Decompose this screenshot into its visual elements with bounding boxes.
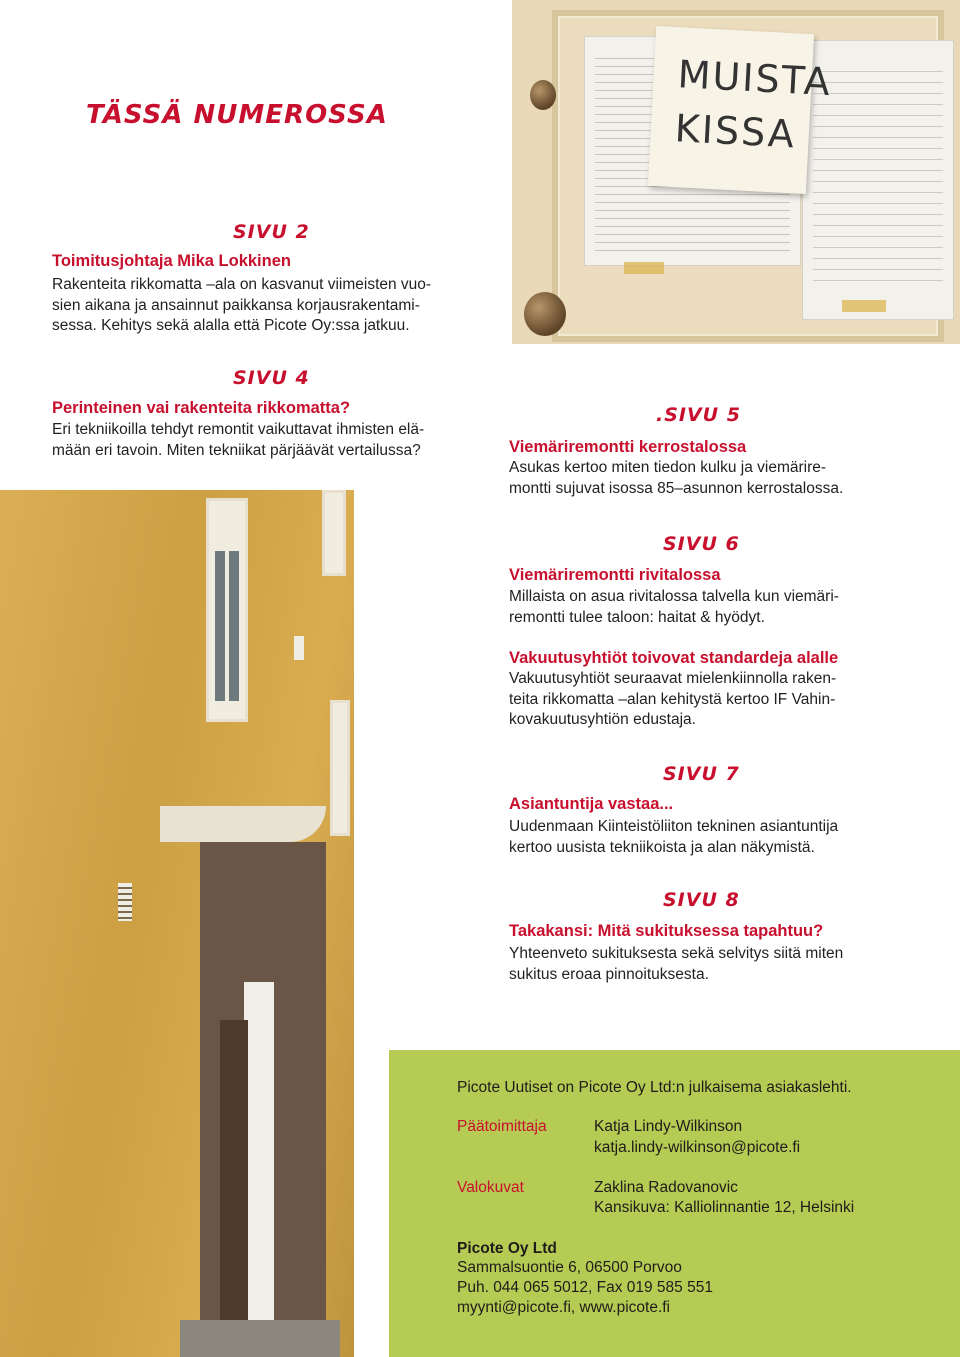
body-line: sien aikana ja ansainnut paikkansa korjausrakentami- — [52, 296, 420, 314]
body-line: teita rikkomatta –alan kehitystä kertoo IF Vahin- — [509, 690, 836, 708]
tape — [842, 300, 886, 312]
sivu-6-title: Viemäriremontti rivitalossa — [509, 566, 721, 584]
entrance-door — [220, 1020, 248, 1357]
body-line: Asukas kertoo miten tiedon kulku ja viemärire- — [509, 459, 827, 476]
page-title: TÄSSÄ NUMEROSSA — [86, 100, 388, 130]
door-knob-icon — [524, 292, 566, 336]
body-line: mään eri tavoin. Miten tekniikat pärjäävät vertailussa? — [52, 441, 421, 459]
sivu-5-title: Viemäriremontti kerrostalossa — [509, 438, 747, 456]
body-line: kertoo uusista tekniikoista ja alan näkymistä. — [509, 838, 815, 856]
sivu-8-heading: SIVU 8 — [663, 889, 740, 911]
sivu-5-heading: .SIVU 5 — [656, 404, 741, 426]
paper-lines — [813, 61, 943, 289]
sivu-8-title: Takakansi: Mitä sukituksessa tapahtuu? — [509, 922, 824, 940]
body-line: Rakenteita rikkomatta –ala on kasvanut viimeisten vuo- — [52, 276, 432, 293]
door-key-icon — [530, 80, 556, 110]
body-line: Eri tekniikoilla tehdyt remontit vaikuttavat ihmisten elä- — [52, 421, 425, 438]
window — [206, 498, 248, 722]
sivu-4-body — [52, 420, 482, 461]
sivu-4-heading: SIVU 4 — [233, 367, 310, 389]
photos-cover: Kansikuva: Kalliolinnantie 12, Helsinki — [594, 1199, 855, 1216]
muista-kissa-note — [648, 26, 833, 194]
sivu-2-title: Toimitusjohtaja Mika Lokkinen — [52, 252, 291, 270]
sivu-8-body — [509, 944, 889, 985]
note-line-2: KISSA — [673, 106, 798, 157]
sivu-7-heading: SIVU 7 — [663, 763, 740, 785]
sivu-6-title-2: Vakuutusyhtiöt toivovat standardeja alalle — [509, 649, 839, 667]
editor-label: Päätoimittaja — [457, 1118, 547, 1135]
sivu-7-body — [509, 817, 889, 858]
wall-vent — [294, 636, 304, 660]
company-phone: Puh. 044 065 5012, Fax 019 585 551 — [457, 1279, 713, 1296]
sivu-6-body — [509, 587, 889, 628]
sivu-7-title: Asiantuntija vastaa... — [509, 795, 674, 813]
note-line-1: MUISTA — [676, 52, 833, 105]
photos-name: Zaklina Radovanovic — [594, 1179, 738, 1196]
body-line: Millaista on asua rivitalossa talvella kun viemäri- — [509, 588, 839, 605]
company-contact[interactable]: myynti@picote.fi, www.picote.fi — [457, 1299, 670, 1316]
editor-email[interactable]: katja.lindy-wilkinson@picote.fi — [594, 1139, 801, 1156]
body-line: Uudenmaan Kiinteistöliiton tekninen asiantuntija — [509, 818, 839, 835]
window-pane — [229, 551, 239, 701]
window-pane — [215, 551, 225, 701]
sivu-2-body — [52, 275, 482, 337]
body-line: sessa. Kehitys sekä alalla että Picote Oy:ssa jatkuu. — [52, 317, 410, 334]
body-line: kovakuutusyhtiön edustaja. — [509, 711, 696, 728]
body-line: sukitus eroaa pinnoituksesta. — [509, 965, 709, 983]
window — [330, 700, 350, 836]
body-line: remontti tulee taloon: haitat & hyödyt. — [509, 608, 765, 626]
window — [322, 490, 346, 576]
colophon-box — [389, 1050, 960, 1357]
sivu-6-body-2 — [509, 669, 889, 731]
photos-label: Valokuvat — [457, 1179, 524, 1196]
wall-vent — [118, 883, 132, 921]
entrance-step — [180, 1320, 340, 1357]
entrance-canopy — [160, 806, 326, 842]
door-surround — [244, 982, 274, 1357]
sivu-6-heading: SIVU 6 — [663, 533, 740, 555]
body-line: Yhteenveto sukituksesta sekä selvitys siitä miten — [509, 945, 844, 962]
sivu-2-heading: SIVU 2 — [233, 221, 310, 243]
building-photo — [0, 490, 354, 1357]
sivu-4-title: Perinteinen vai rakenteita rikkomatta? — [52, 399, 351, 417]
editor-name: Katja Lindy-Wilkinson — [594, 1118, 743, 1135]
tape — [624, 262, 664, 274]
sivu-5-body — [509, 458, 889, 499]
colophon-intro: Picote Uutiset on Picote Oy Ltd:n julkaisema asiakaslehti. — [457, 1079, 852, 1096]
body-line: montti sujuvat isossa 85–asunnon kerrostalossa. — [509, 479, 844, 497]
door-photo — [512, 0, 960, 344]
company-address: Sammalsuontie 6, 06500 Porvoo — [457, 1259, 682, 1276]
note-text — [674, 47, 834, 163]
company-name: Picote Oy Ltd — [457, 1240, 557, 1257]
body-line: Vakuutusyhtiöt seuraavat mielenkiinnolla raken- — [509, 670, 837, 687]
